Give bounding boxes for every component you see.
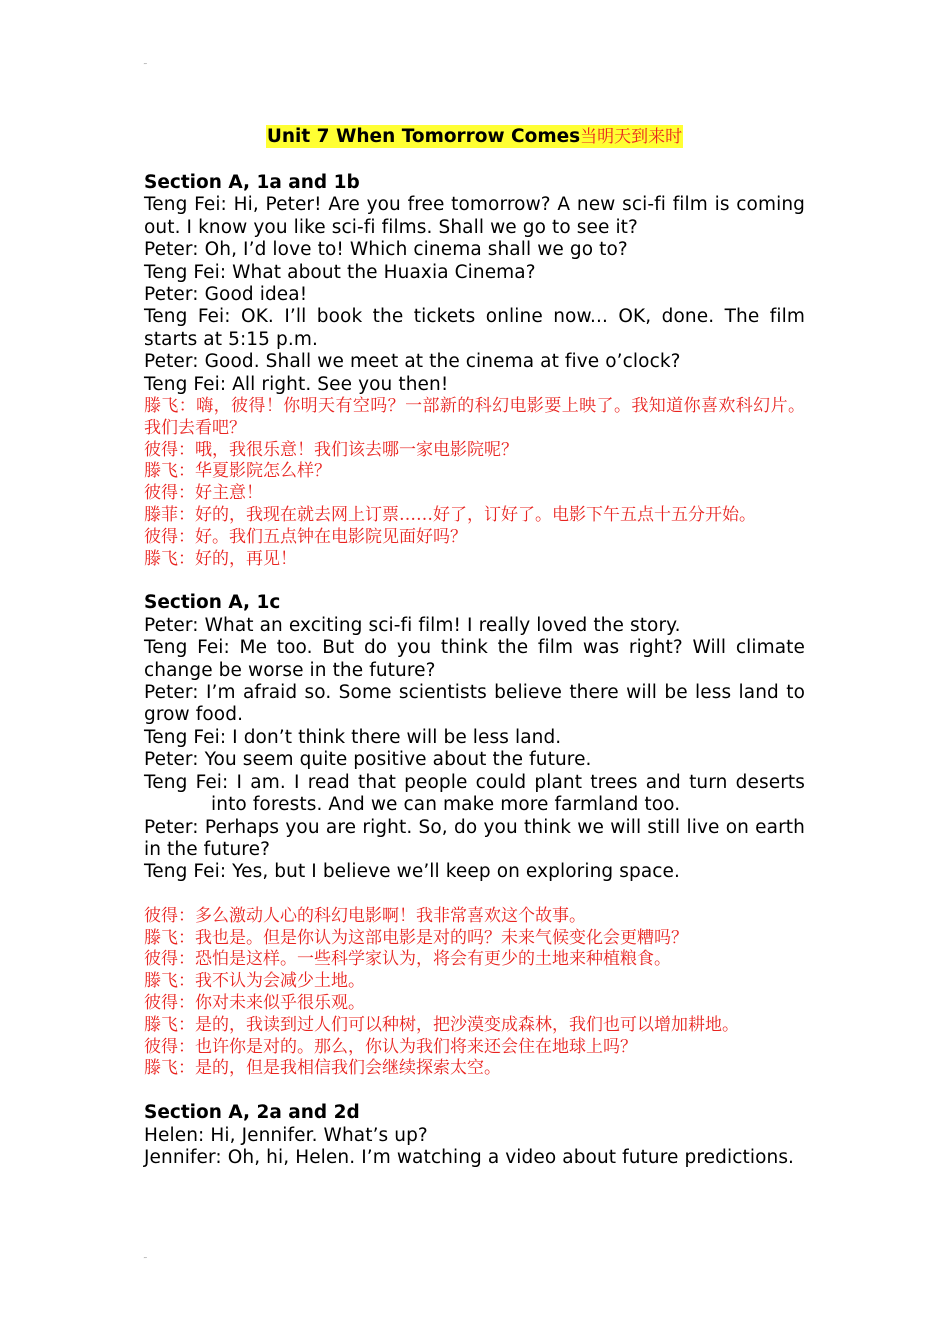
dialogue-line: Peter: Oh, I’d love to! Which cinema shall we go to? bbox=[144, 239, 628, 261]
translation-line: 滕飞：华夏影院怎么样？ bbox=[144, 461, 331, 482]
translation-line: 彼得：也许你是对的。那么，你认为我们将来还会住在地球上吗？ bbox=[144, 1036, 637, 1057]
translation-line: 滕飞：嗨，彼得！你明天有空吗？一部新的科幻电影要上映了。我知道你喜欢科幻片。我们去看吧？ bbox=[144, 396, 805, 438]
translation-line: 彼得：恐怕是这样。一些科学家认为，将会有更少的土地来种植粮食。 bbox=[144, 949, 671, 970]
section-heading: Section A, 1a and 1b bbox=[144, 172, 360, 193]
translation-line: 滕飞：是的，我读到过人们可以种树，把沙漠变成森林，我们也可以增加耕地。 bbox=[144, 1014, 739, 1035]
title-line bbox=[144, 124, 805, 150]
translation-line: 彼得：哦，我很乐意！我们该去哪一家电影院呢？ bbox=[144, 439, 518, 460]
unit-title bbox=[266, 125, 683, 148]
section-2a-2d bbox=[144, 1102, 805, 1169]
unit-title-cn: 当明天到来时 bbox=[580, 127, 683, 147]
dialogue-line: Peter: You seem quite positive about the future. bbox=[144, 749, 592, 771]
translation-line: 滕飞：好的，再见！ bbox=[144, 548, 297, 569]
dialogue-line: Peter: Good idea! bbox=[144, 284, 308, 306]
section-1c bbox=[144, 592, 805, 1080]
translation-line: 滕菲：好的，我现在就去网上订票……好了，订好了。电影下午五点十五分开始。 bbox=[144, 505, 756, 526]
dialogue-line: Teng Fei: All right. See you then! bbox=[144, 373, 449, 395]
section-heading: Section A, 2a and 2d bbox=[144, 1102, 360, 1124]
page-corner-mark-top: ˜ bbox=[143, 63, 148, 73]
translation-block bbox=[144, 906, 805, 1080]
spacer bbox=[144, 884, 805, 906]
dialogue-line: Teng Fei: OK. I’ll book the tickets online now... OK, done. The film starts at 5:15 p.m. bbox=[144, 306, 805, 350]
translation-line: 彼得：多么激动人心的科幻电影啊！我非常喜欢这个故事。 bbox=[144, 905, 586, 926]
translation-line: 彼得：你对未来似乎很乐观。 bbox=[144, 992, 365, 1013]
section-1a-1b bbox=[144, 172, 805, 570]
document-content bbox=[144, 124, 805, 1191]
dialogue-line: Peter: Good. Shall we meet at the cinema at five o’clock? bbox=[144, 351, 681, 373]
dialogue-line: Teng Fei: Hi, Peter! Are you free tomorrow? A new sci-fi film is coming out. I know you like sci-fi films. Shall we go to see it? bbox=[144, 194, 805, 238]
dialogue-line: Jennifer: Oh, hi, Helen. I’m watching a video about future predictions. bbox=[144, 1146, 795, 1168]
section-heading: Section A, 1c bbox=[144, 592, 281, 614]
dialogue-line: Helen: Hi, Jennifer. What’s up? bbox=[144, 1124, 428, 1146]
dialogue-line: Teng Fei: What about the Huaxia Cinema? bbox=[144, 261, 536, 283]
translation-block bbox=[144, 396, 805, 570]
translation-line: 彼得：好。我们五点钟在电影院见面好吗？ bbox=[144, 526, 467, 547]
dialogue-line: Teng Fei: I don’t think there will be less land. bbox=[144, 726, 562, 748]
dialogue-line: Teng Fei: I am. I read that people could plant trees and turn deserts into forests. And we can make more farmland too. bbox=[144, 771, 805, 816]
dialogue-line: Peter: I’m afraid so. Some scientists believe there will be less land to grow food. bbox=[144, 682, 805, 726]
dialogue-line: Peter: What an exciting sci-fi film! I really loved the story. bbox=[144, 614, 681, 636]
dialogue-line: Teng Fei: Yes, but I believe we’ll keep on exploring space. bbox=[144, 861, 680, 883]
page-corner-mark-bottom: ˜ bbox=[143, 1257, 148, 1267]
translation-line: 滕飞：我不认为会减少土地。 bbox=[144, 971, 365, 992]
dialogue-line: Teng Fei: Me too. But do you think the film was right? Will climate change be worse in the future? bbox=[144, 637, 805, 681]
translation-line: 滕飞：是的，但是我相信我们会继续探索太空。 bbox=[144, 1058, 501, 1079]
unit-title-en: Unit 7 When Tomorrow Comes bbox=[266, 126, 581, 147]
translation-line: 彼得：好主意！ bbox=[144, 483, 263, 504]
dialogue-line: Peter: Perhaps you are right. So, do you think we will still live on earth in the future? bbox=[144, 816, 805, 860]
translation-line: 滕飞：我也是。但是你认为这部电影是对的吗？未来气候变化会更糟吗？ bbox=[144, 927, 688, 948]
